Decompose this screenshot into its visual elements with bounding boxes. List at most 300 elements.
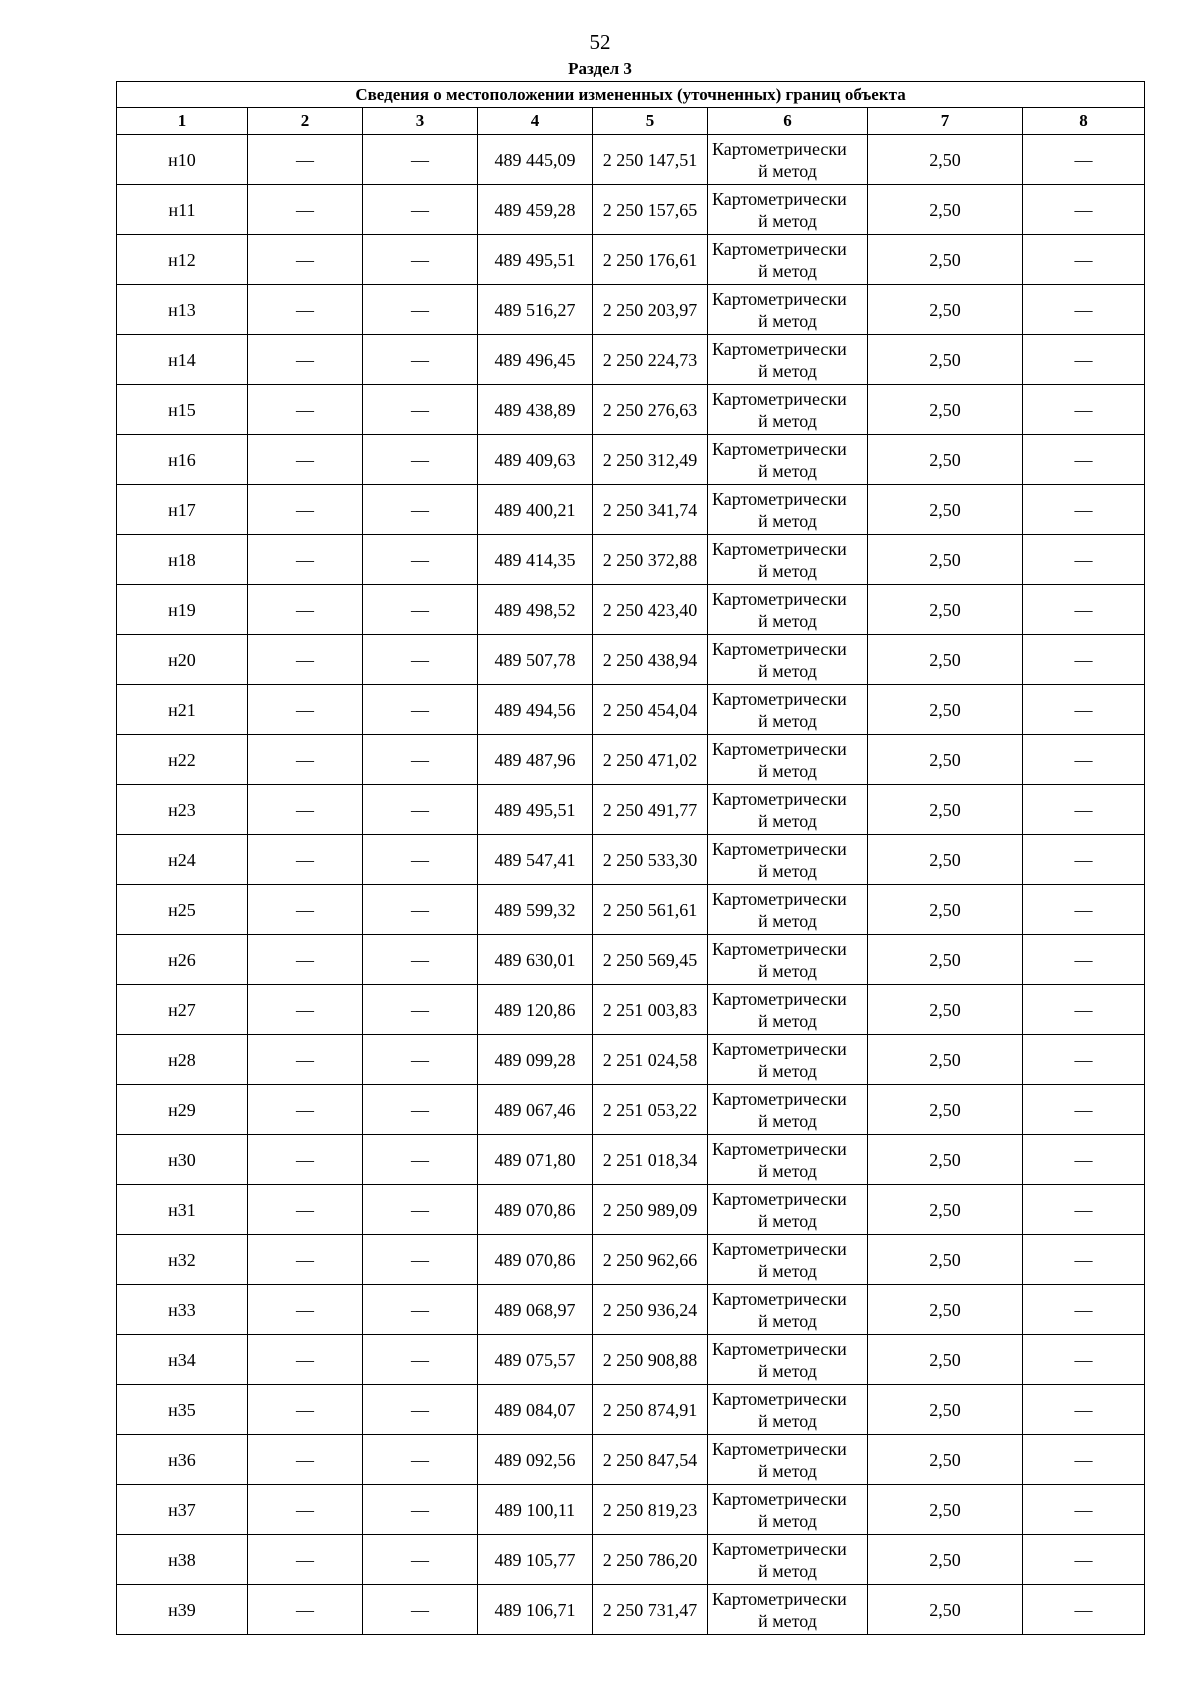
table-row xyxy=(117,1385,1145,1435)
coordinate-x: 489 105,77 xyxy=(478,1535,593,1585)
coordinate-x: 489 414,35 xyxy=(478,535,593,585)
table-row xyxy=(117,1335,1145,1385)
coordinate-y: 2 250 203,97 xyxy=(593,285,708,335)
point-name: н19 xyxy=(117,585,248,635)
method-line1: Картометрически xyxy=(712,988,847,1009)
coordinate-y: 2 250 847,54 xyxy=(593,1435,708,1485)
method-line1: Картометрически xyxy=(712,1388,847,1409)
coordinate-x: 489 070,86 xyxy=(478,1185,593,1235)
cell-col3: — xyxy=(363,1385,478,1435)
coordinate-x: 489 409,63 xyxy=(478,435,593,485)
cell-col2: — xyxy=(248,1235,363,1285)
point-name: н39 xyxy=(117,1585,248,1635)
table-row xyxy=(117,1435,1145,1485)
method-line1: Картометрически xyxy=(712,1338,847,1359)
coordinate-y: 2 250 176,61 xyxy=(593,235,708,285)
cell-col2: — xyxy=(248,635,363,685)
table-row xyxy=(117,1535,1145,1585)
method-line2: й метод xyxy=(758,1610,817,1631)
table-row xyxy=(117,535,1145,585)
table-row xyxy=(117,135,1145,185)
coordinate-x: 489 071,80 xyxy=(478,1135,593,1185)
method-line2: й метод xyxy=(758,660,817,681)
method-line1: Картометрически xyxy=(712,1438,847,1459)
method-line1: Картометрически xyxy=(712,738,847,759)
cell-col2: — xyxy=(248,1285,363,1335)
cell-col2: — xyxy=(248,685,363,735)
method-line1: Картометрически xyxy=(712,138,847,159)
table-row xyxy=(117,1285,1145,1335)
coordinate-y: 2 250 438,94 xyxy=(593,635,708,685)
cell-col8: — xyxy=(1023,385,1145,435)
coordinate-y: 2 251 024,58 xyxy=(593,1035,708,1085)
coordinate-x: 489 092,56 xyxy=(478,1435,593,1485)
accuracy: 2,50 xyxy=(868,685,1023,735)
method-line2: й метод xyxy=(758,360,817,381)
coordinate-y: 2 251 018,34 xyxy=(593,1135,708,1185)
coordinate-x: 489 498,52 xyxy=(478,585,593,635)
point-name: н13 xyxy=(117,285,248,335)
accuracy: 2,50 xyxy=(868,635,1023,685)
cell-col2: — xyxy=(248,985,363,1035)
point-name: н17 xyxy=(117,485,248,535)
cell-col2: — xyxy=(248,335,363,385)
accuracy: 2,50 xyxy=(868,1285,1023,1335)
method-line1: Картометрически xyxy=(712,1138,847,1159)
point-name: н27 xyxy=(117,985,248,1035)
cell-col8: — xyxy=(1023,335,1145,385)
method-line2: й метод xyxy=(758,1510,817,1531)
method-cell xyxy=(708,1085,868,1135)
coordinate-x: 489 630,01 xyxy=(478,935,593,985)
point-name: н28 xyxy=(117,1035,248,1085)
cell-col8: — xyxy=(1023,1535,1145,1585)
accuracy: 2,50 xyxy=(868,185,1023,235)
method-cell xyxy=(708,1035,868,1085)
coordinate-x: 489 075,57 xyxy=(478,1335,593,1385)
accuracy: 2,50 xyxy=(868,835,1023,885)
point-name: н12 xyxy=(117,235,248,285)
cell-col2: — xyxy=(248,435,363,485)
method-cell xyxy=(708,1335,868,1385)
cell-col8: — xyxy=(1023,135,1145,185)
coordinate-x: 489 084,07 xyxy=(478,1385,593,1435)
method-line1: Картометрически xyxy=(712,438,847,459)
point-name: н21 xyxy=(117,685,248,735)
coordinate-y: 2 250 147,51 xyxy=(593,135,708,185)
point-name: н38 xyxy=(117,1535,248,1585)
method-line1: Картометрически xyxy=(712,488,847,509)
table-row xyxy=(117,1585,1145,1635)
method-line2: й метод xyxy=(758,710,817,731)
cell-col2: — xyxy=(248,1335,363,1385)
page-number: 52 xyxy=(589,30,611,54)
method-line1: Картометрически xyxy=(712,238,847,259)
coordinate-y: 2 250 471,02 xyxy=(593,735,708,785)
method-line2: й метод xyxy=(758,1060,817,1081)
column-number: 2 xyxy=(248,108,363,135)
coordinate-x: 489 099,28 xyxy=(478,1035,593,1085)
method-line1: Картометрически xyxy=(712,1188,847,1209)
method-cell xyxy=(708,985,868,1035)
table-row xyxy=(117,785,1145,835)
cell-col8: — xyxy=(1023,835,1145,885)
coordinate-y: 2 250 989,09 xyxy=(593,1185,708,1235)
method-line1: Картометрически xyxy=(712,1588,847,1609)
method-line1: Картометрически xyxy=(712,1538,847,1559)
method-line2: й метод xyxy=(758,560,817,581)
point-name: н33 xyxy=(117,1285,248,1335)
cell-col2: — xyxy=(248,885,363,935)
accuracy: 2,50 xyxy=(868,485,1023,535)
point-name: н15 xyxy=(117,385,248,435)
accuracy: 2,50 xyxy=(868,1185,1023,1235)
table-row xyxy=(117,185,1145,235)
cell-col2: — xyxy=(248,135,363,185)
cell-col8: — xyxy=(1023,185,1145,235)
method-line1: Картометрически xyxy=(712,1038,847,1059)
cell-col8: — xyxy=(1023,1285,1145,1335)
cell-col2: — xyxy=(248,1085,363,1135)
cell-col3: — xyxy=(363,435,478,485)
column-number: 5 xyxy=(593,108,708,135)
method-line2: й метод xyxy=(758,1560,817,1581)
cell-col2: — xyxy=(248,1585,363,1635)
method-line1: Картометрически xyxy=(712,1088,847,1109)
method-cell xyxy=(708,1135,868,1185)
coordinate-x: 489 599,32 xyxy=(478,885,593,935)
method-cell xyxy=(708,835,868,885)
cell-col3: — xyxy=(363,535,478,585)
point-name: н26 xyxy=(117,935,248,985)
cell-col2: — xyxy=(248,585,363,635)
coordinate-x: 489 459,28 xyxy=(478,185,593,235)
cell-col3: — xyxy=(363,1085,478,1135)
method-line1: Картометрически xyxy=(712,788,847,809)
method-cell xyxy=(708,1385,868,1435)
cell-col2: — xyxy=(248,1435,363,1485)
table-row xyxy=(117,385,1145,435)
cell-col8: — xyxy=(1023,1135,1145,1185)
method-cell xyxy=(708,635,868,685)
table-row xyxy=(117,1085,1145,1135)
method-line2: й метод xyxy=(758,960,817,981)
point-name: н31 xyxy=(117,1185,248,1235)
method-line2: й метод xyxy=(758,1210,817,1231)
cell-col8: — xyxy=(1023,1585,1145,1635)
accuracy: 2,50 xyxy=(868,435,1023,485)
method-cell xyxy=(708,235,868,285)
cell-col3: — xyxy=(363,1485,478,1535)
method-cell xyxy=(708,535,868,585)
column-number: 3 xyxy=(363,108,478,135)
accuracy: 2,50 xyxy=(868,135,1023,185)
table-row xyxy=(117,1035,1145,1085)
cell-col3: — xyxy=(363,1235,478,1285)
cell-col8: — xyxy=(1023,1185,1145,1235)
accuracy: 2,50 xyxy=(868,285,1023,335)
cell-col8: — xyxy=(1023,1085,1145,1135)
coordinate-y: 2 250 819,23 xyxy=(593,1485,708,1535)
coordinate-y: 2 250 786,20 xyxy=(593,1535,708,1585)
coordinate-y: 2 250 423,40 xyxy=(593,585,708,635)
method-cell xyxy=(708,785,868,835)
table-row xyxy=(117,335,1145,385)
cell-col3: — xyxy=(363,735,478,785)
method-line2: й метод xyxy=(758,610,817,631)
table-body xyxy=(117,135,1145,1635)
cell-col8: — xyxy=(1023,1435,1145,1485)
method-cell xyxy=(708,385,868,435)
method-cell xyxy=(708,1535,868,1585)
method-cell xyxy=(708,1285,868,1335)
accuracy: 2,50 xyxy=(868,1135,1023,1185)
cell-col3: — xyxy=(363,935,478,985)
column-number: 8 xyxy=(1023,108,1145,135)
table-row xyxy=(117,735,1145,785)
method-cell xyxy=(708,935,868,985)
coordinate-y: 2 250 962,66 xyxy=(593,1235,708,1285)
cell-col8: — xyxy=(1023,535,1145,585)
method-cell xyxy=(708,485,868,535)
cell-col3: — xyxy=(363,385,478,435)
table-caption-row xyxy=(117,82,1145,108)
accuracy: 2,50 xyxy=(868,235,1023,285)
column-numbers-row xyxy=(117,108,1145,135)
method-line2: й метод xyxy=(758,1160,817,1181)
coordinate-y: 2 250 936,24 xyxy=(593,1285,708,1335)
coordinate-y: 2 250 341,74 xyxy=(593,485,708,535)
accuracy: 2,50 xyxy=(868,1535,1023,1585)
point-name: н14 xyxy=(117,335,248,385)
accuracy: 2,50 xyxy=(868,535,1023,585)
method-cell xyxy=(708,685,868,735)
method-cell xyxy=(708,285,868,335)
section-title: Раздел 3 xyxy=(568,59,632,78)
method-line2: й метод xyxy=(758,1360,817,1381)
cell-col8: — xyxy=(1023,1235,1145,1285)
cell-col8: — xyxy=(1023,1485,1145,1535)
coordinate-y: 2 251 053,22 xyxy=(593,1085,708,1135)
cell-col2: — xyxy=(248,1035,363,1085)
cell-col2: — xyxy=(248,935,363,985)
method-line2: й метод xyxy=(758,460,817,481)
coordinate-y: 2 250 312,49 xyxy=(593,435,708,485)
coordinate-y: 2 250 569,45 xyxy=(593,935,708,985)
cell-col3: — xyxy=(363,585,478,635)
table-row xyxy=(117,485,1145,535)
method-line1: Картометрически xyxy=(712,538,847,559)
cell-col3: — xyxy=(363,985,478,1035)
method-line1: Картометрически xyxy=(712,638,847,659)
coordinate-x: 489 068,97 xyxy=(478,1285,593,1335)
method-cell xyxy=(708,735,868,785)
point-name: н29 xyxy=(117,1085,248,1135)
cell-col8: — xyxy=(1023,785,1145,835)
table-row xyxy=(117,1485,1145,1535)
cell-col8: — xyxy=(1023,1335,1145,1385)
method-cell xyxy=(708,1185,868,1235)
point-name: н24 xyxy=(117,835,248,885)
cell-col3: — xyxy=(363,685,478,735)
coordinate-y: 2 250 533,30 xyxy=(593,835,708,885)
table-row xyxy=(117,985,1145,1035)
method-line1: Картометрически xyxy=(712,1488,847,1509)
coordinate-x: 489 494,56 xyxy=(478,685,593,735)
cell-col8: — xyxy=(1023,885,1145,935)
point-name: н36 xyxy=(117,1435,248,1485)
accuracy: 2,50 xyxy=(868,1035,1023,1085)
cell-col2: — xyxy=(248,1185,363,1235)
cell-col2: — xyxy=(248,485,363,535)
point-name: н23 xyxy=(117,785,248,835)
cell-col3: — xyxy=(363,1435,478,1485)
cell-col3: — xyxy=(363,1535,478,1585)
accuracy: 2,50 xyxy=(868,735,1023,785)
coordinate-x: 489 516,27 xyxy=(478,285,593,335)
column-number: 1 xyxy=(117,108,248,135)
cell-col8: — xyxy=(1023,235,1145,285)
method-line2: й метод xyxy=(758,1260,817,1281)
accuracy: 2,50 xyxy=(868,1435,1023,1485)
cell-col8: — xyxy=(1023,685,1145,735)
method-line2: й метод xyxy=(758,910,817,931)
method-line2: й метод xyxy=(758,510,817,531)
table-row xyxy=(117,435,1145,485)
cell-col2: — xyxy=(248,1385,363,1435)
coordinate-x: 489 070,86 xyxy=(478,1235,593,1285)
cell-col2: — xyxy=(248,1135,363,1185)
cell-col8: — xyxy=(1023,585,1145,635)
cell-col8: — xyxy=(1023,635,1145,685)
coordinate-y: 2 250 157,65 xyxy=(593,185,708,235)
point-name: н35 xyxy=(117,1385,248,1435)
table-row xyxy=(117,1185,1145,1235)
method-cell xyxy=(708,1435,868,1485)
coordinate-y: 2 250 908,88 xyxy=(593,1335,708,1385)
point-name: н37 xyxy=(117,1485,248,1535)
cell-col8: — xyxy=(1023,435,1145,485)
cell-col2: — xyxy=(248,235,363,285)
method-line1: Картометрически xyxy=(712,188,847,209)
method-line2: й метод xyxy=(758,410,817,431)
point-name: н10 xyxy=(117,135,248,185)
accuracy: 2,50 xyxy=(868,885,1023,935)
table-row xyxy=(117,585,1145,635)
method-line2: й метод xyxy=(758,260,817,281)
cell-col3: — xyxy=(363,1035,478,1085)
coordinate-y: 2 250 276,63 xyxy=(593,385,708,435)
method-line1: Картометрически xyxy=(712,1288,847,1309)
table-row xyxy=(117,635,1145,685)
accuracy: 2,50 xyxy=(868,1235,1023,1285)
cell-col3: — xyxy=(363,285,478,335)
coordinate-x: 489 120,86 xyxy=(478,985,593,1035)
cell-col2: — xyxy=(248,1535,363,1585)
cell-col3: — xyxy=(363,635,478,685)
cell-col3: — xyxy=(363,835,478,885)
coordinate-x: 489 445,09 xyxy=(478,135,593,185)
cell-col3: — xyxy=(363,485,478,535)
accuracy: 2,50 xyxy=(868,585,1023,635)
coordinate-x: 489 067,46 xyxy=(478,1085,593,1135)
cell-col3: — xyxy=(363,235,478,285)
cell-col8: — xyxy=(1023,985,1145,1035)
coordinate-x: 489 495,51 xyxy=(478,235,593,285)
coordinate-y: 2 251 003,83 xyxy=(593,985,708,1035)
accuracy: 2,50 xyxy=(868,1085,1023,1135)
table-row xyxy=(117,835,1145,885)
method-line2: й метод xyxy=(758,1110,817,1131)
point-name: н25 xyxy=(117,885,248,935)
cell-col2: — xyxy=(248,835,363,885)
cell-col2: — xyxy=(248,785,363,835)
cell-col2: — xyxy=(248,385,363,435)
cell-col3: — xyxy=(363,335,478,385)
coordinate-y: 2 250 874,91 xyxy=(593,1385,708,1435)
method-line1: Картометрически xyxy=(712,888,847,909)
coordinate-y: 2 250 372,88 xyxy=(593,535,708,585)
point-name: н22 xyxy=(117,735,248,785)
point-name: н34 xyxy=(117,1335,248,1385)
method-cell xyxy=(708,185,868,235)
table-row xyxy=(117,1135,1145,1185)
point-name: н20 xyxy=(117,635,248,685)
method-line2: й метод xyxy=(758,160,817,181)
point-name: н30 xyxy=(117,1135,248,1185)
table-row xyxy=(117,885,1145,935)
boundary-table xyxy=(116,81,1145,1635)
accuracy: 2,50 xyxy=(868,1585,1023,1635)
accuracy: 2,50 xyxy=(868,385,1023,435)
coordinate-x: 489 495,51 xyxy=(478,785,593,835)
point-name: н11 xyxy=(117,185,248,235)
cell-col3: — xyxy=(363,1585,478,1635)
cell-col2: — xyxy=(248,535,363,585)
cell-col2: — xyxy=(248,185,363,235)
table-row xyxy=(117,685,1145,735)
accuracy: 2,50 xyxy=(868,785,1023,835)
method-line1: Картометрически xyxy=(712,938,847,959)
cell-col3: — xyxy=(363,185,478,235)
coordinate-y: 2 250 561,61 xyxy=(593,885,708,935)
accuracy: 2,50 xyxy=(868,335,1023,385)
point-name: н16 xyxy=(117,435,248,485)
method-line2: й метод xyxy=(758,210,817,231)
coordinate-x: 489 487,96 xyxy=(478,735,593,785)
method-cell xyxy=(708,1485,868,1535)
coordinate-x: 489 100,11 xyxy=(478,1485,593,1535)
column-number: 7 xyxy=(868,108,1023,135)
method-line1: Картометрически xyxy=(712,688,847,709)
cell-col2: — xyxy=(248,735,363,785)
method-line1: Картометрически xyxy=(712,388,847,409)
table-row xyxy=(117,935,1145,985)
method-line2: й метод xyxy=(758,1410,817,1431)
method-line2: й метод xyxy=(758,1460,817,1481)
method-cell xyxy=(708,1585,868,1635)
column-number: 6 xyxy=(708,108,868,135)
point-name: н32 xyxy=(117,1235,248,1285)
method-line1: Картометрически xyxy=(712,288,847,309)
method-cell xyxy=(708,1235,868,1285)
cell-col3: — xyxy=(363,1135,478,1185)
cell-col3: — xyxy=(363,1185,478,1235)
cell-col3: — xyxy=(363,785,478,835)
column-number: 4 xyxy=(478,108,593,135)
table-caption: Сведения о местоположении измененных (уточненных) границ объекта xyxy=(117,82,1145,108)
method-cell xyxy=(708,135,868,185)
